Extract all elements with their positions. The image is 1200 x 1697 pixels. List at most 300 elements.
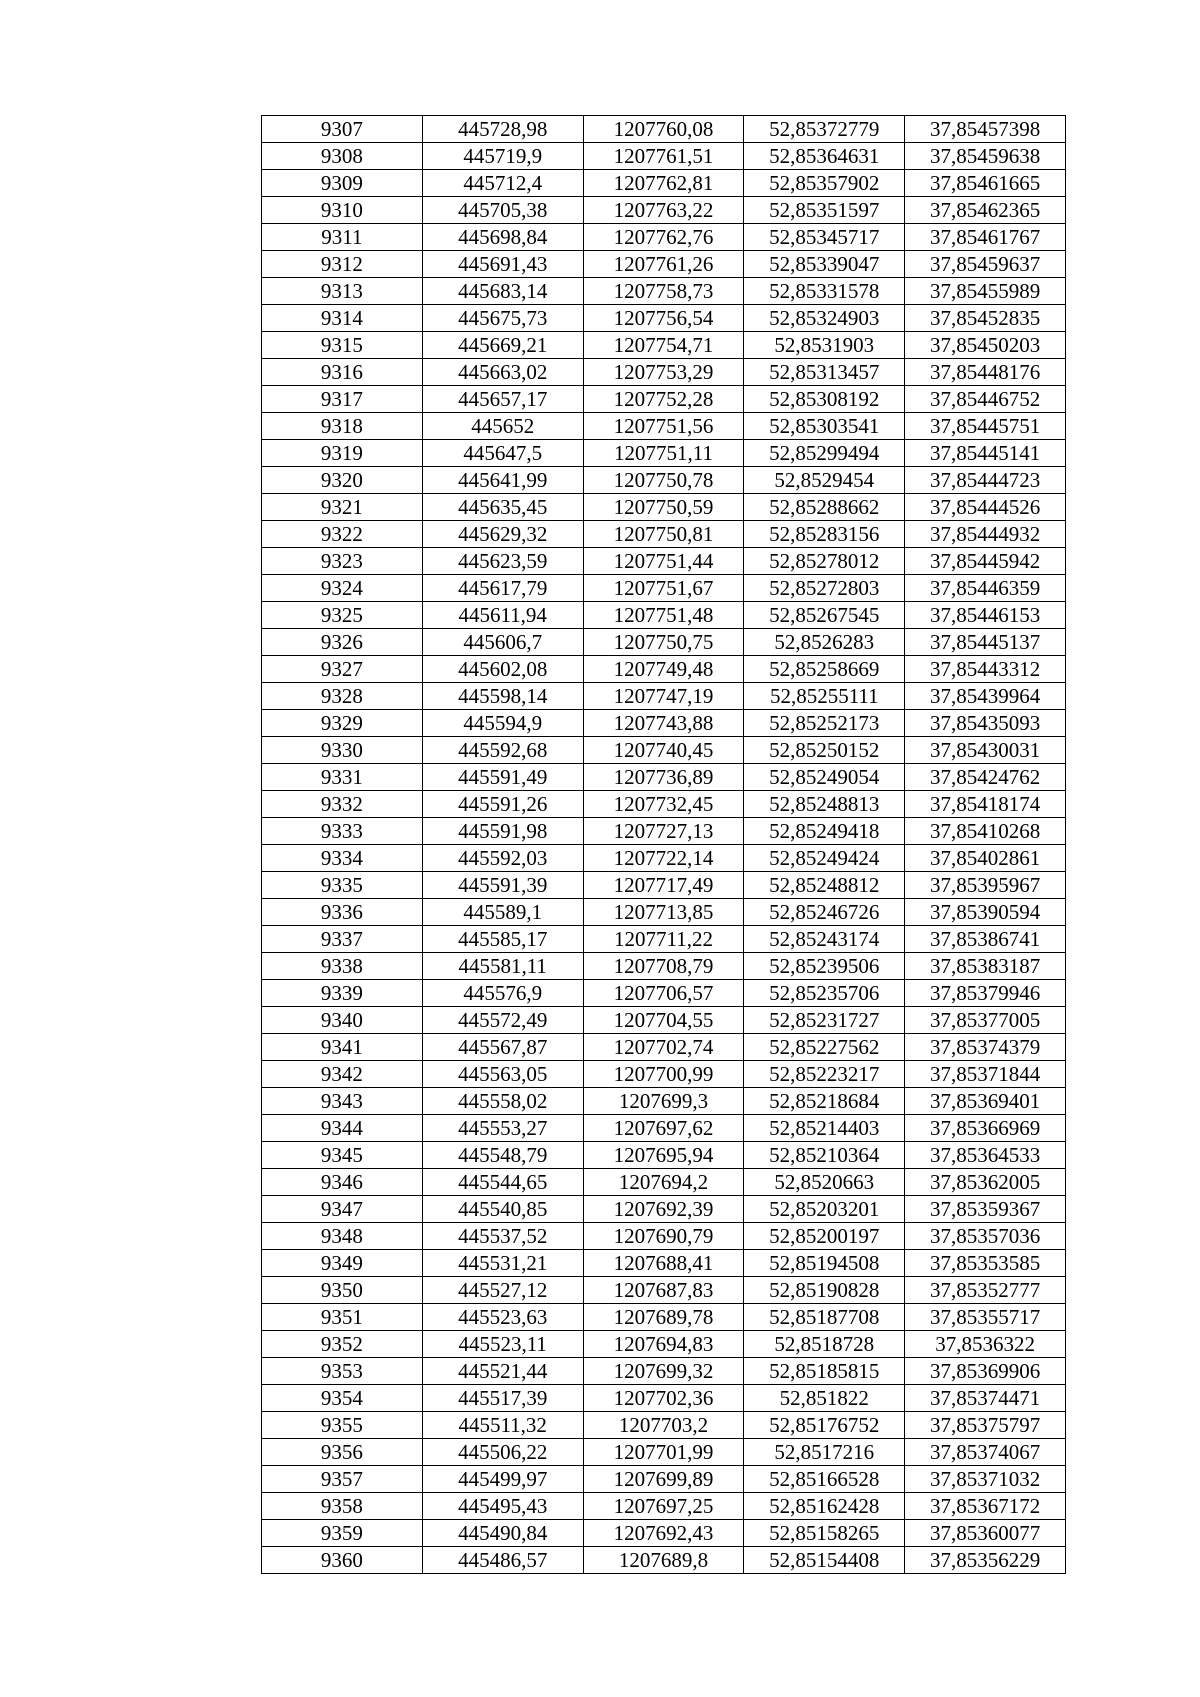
table-cell-x: 445591,98 [422,818,583,845]
table-cell-id: 9318 [262,413,423,440]
table-cell-x: 445511,32 [422,1412,583,1439]
table-cell-lat: 52,85308192 [744,386,905,413]
table-cell-id: 9325 [262,602,423,629]
table-cell-id: 9355 [262,1412,423,1439]
table-cell-y: 1207692,39 [583,1196,744,1223]
table-cell-y: 1207695,94 [583,1142,744,1169]
table-cell-lon: 37,85459638 [905,143,1066,170]
table-cell-lon: 37,85444723 [905,467,1066,494]
table-cell-x: 445553,27 [422,1115,583,1142]
table-cell-y: 1207713,85 [583,899,744,926]
table-cell-lon: 37,85359367 [905,1196,1066,1223]
table-cell-y: 1207750,78 [583,467,744,494]
table-cell-id: 9323 [262,548,423,575]
table-cell-x: 445591,49 [422,764,583,791]
table-row [262,440,1066,467]
table-cell-id: 9316 [262,359,423,386]
table-row [262,1034,1066,1061]
table-cell-id: 9348 [262,1223,423,1250]
table-cell-lon: 37,85374067 [905,1439,1066,1466]
table-cell-id: 9359 [262,1520,423,1547]
table-row [262,737,1066,764]
table-cell-lat: 52,85203201 [744,1196,905,1223]
table-row [262,1547,1066,1574]
table-cell-id: 9343 [262,1088,423,1115]
table-cell-id: 9342 [262,1061,423,1088]
table-cell-x: 445517,39 [422,1385,583,1412]
table-cell-lat: 52,85258669 [744,656,905,683]
table-cell-id: 9358 [262,1493,423,1520]
table-cell-id: 9352 [262,1331,423,1358]
table-cell-lon: 37,85352777 [905,1277,1066,1304]
table-row [262,170,1066,197]
table-cell-x: 445499,97 [422,1466,583,1493]
table-row [262,1088,1066,1115]
table-cell-lon: 37,85439964 [905,683,1066,710]
table-cell-x: 445623,59 [422,548,583,575]
table-row [262,548,1066,575]
table-cell-lat: 52,85190828 [744,1277,905,1304]
table-cell-y: 1207762,76 [583,224,744,251]
table-cell-lon: 37,85377005 [905,1007,1066,1034]
table-cell-lat: 52,85154408 [744,1547,905,1574]
table-cell-id: 9307 [262,116,423,143]
table-cell-lat: 52,85324903 [744,305,905,332]
table-cell-id: 9328 [262,683,423,710]
table-cell-y: 1207702,36 [583,1385,744,1412]
table-cell-x: 445521,44 [422,1358,583,1385]
table-cell-y: 1207760,08 [583,116,744,143]
table-cell-id: 9338 [262,953,423,980]
table-cell-id: 9314 [262,305,423,332]
table-cell-y: 1207740,45 [583,737,744,764]
table-cell-x: 445544,65 [422,1169,583,1196]
table-cell-lat: 52,85214403 [744,1115,905,1142]
table-cell-id: 9309 [262,170,423,197]
table-cell-lat: 52,85255111 [744,683,905,710]
table-cell-id: 9353 [262,1358,423,1385]
table-cell-x: 445591,39 [422,872,583,899]
table-row [262,791,1066,818]
table-cell-x: 445581,11 [422,953,583,980]
table-cell-id: 9313 [262,278,423,305]
table-cell-lat: 52,85248812 [744,872,905,899]
table-cell-lat: 52,85249424 [744,845,905,872]
table-cell-x: 445669,21 [422,332,583,359]
table-cell-lat: 52,85187708 [744,1304,905,1331]
table-row [262,575,1066,602]
table-cell-lat: 52,85345717 [744,224,905,251]
table-cell-x: 445523,63 [422,1304,583,1331]
table-row [262,845,1066,872]
table-cell-id: 9349 [262,1250,423,1277]
table-cell-x: 445531,21 [422,1250,583,1277]
table-cell-x: 445657,17 [422,386,583,413]
table-cell-y: 1207753,29 [583,359,744,386]
table-cell-lon: 37,85374471 [905,1385,1066,1412]
table-row [262,953,1066,980]
table-row [262,656,1066,683]
table-cell-lat: 52,85313457 [744,359,905,386]
table-cell-lat: 52,85243174 [744,926,905,953]
table-cell-lon: 37,85371844 [905,1061,1066,1088]
table-cell-x: 445598,14 [422,683,583,710]
table-cell-x: 445576,9 [422,980,583,1007]
table-cell-lat: 52,85185815 [744,1358,905,1385]
table-cell-y: 1207749,48 [583,656,744,683]
table-cell-lon: 37,85410268 [905,818,1066,845]
table-cell-lat: 52,85250152 [744,737,905,764]
table-cell-id: 9332 [262,791,423,818]
table-row [262,305,1066,332]
table-row [262,332,1066,359]
table-row [262,1142,1066,1169]
table-cell-x: 445606,7 [422,629,583,656]
table-cell-y: 1207694,2 [583,1169,744,1196]
table-cell-y: 1207732,45 [583,791,744,818]
table-cell-id: 9308 [262,143,423,170]
table-cell-y: 1207722,14 [583,845,744,872]
table-cell-lon: 37,85446359 [905,575,1066,602]
table-cell-x: 445641,99 [422,467,583,494]
table-cell-id: 9330 [262,737,423,764]
table-row [262,1466,1066,1493]
table-cell-x: 445572,49 [422,1007,583,1034]
table-cell-y: 1207704,55 [583,1007,744,1034]
table-cell-lat: 52,8520663 [744,1169,905,1196]
table-cell-y: 1207751,48 [583,602,744,629]
table-cell-lon: 37,85369401 [905,1088,1066,1115]
table-cell-x: 445611,94 [422,602,583,629]
table-cell-lon: 37,85362005 [905,1169,1066,1196]
table-cell-lon: 37,85435093 [905,710,1066,737]
table-cell-lon: 37,85457398 [905,116,1066,143]
coordinates-table-body [262,116,1066,1574]
table-cell-lat: 52,85249418 [744,818,905,845]
table-cell-lat: 52,8517216 [744,1439,905,1466]
table-cell-x: 445527,12 [422,1277,583,1304]
table-cell-lat: 52,8531903 [744,332,905,359]
table-cell-x: 445647,5 [422,440,583,467]
table-cell-lat: 52,85235706 [744,980,905,1007]
table-cell-x: 445537,52 [422,1223,583,1250]
table-row [262,926,1066,953]
table-cell-lat: 52,85299494 [744,440,905,467]
table-cell-x: 445705,38 [422,197,583,224]
table-cell-lon: 37,85461767 [905,224,1066,251]
table-row [262,251,1066,278]
table-cell-y: 1207750,59 [583,494,744,521]
table-cell-lon: 37,85445942 [905,548,1066,575]
table-cell-x: 445602,08 [422,656,583,683]
table-cell-x: 445589,1 [422,899,583,926]
table-cell-lon: 37,85443312 [905,656,1066,683]
table-cell-id: 9357 [262,1466,423,1493]
table-cell-id: 9315 [262,332,423,359]
table-cell-lat: 52,85194508 [744,1250,905,1277]
table-cell-y: 1207751,44 [583,548,744,575]
table-cell-y: 1207762,81 [583,170,744,197]
table-cell-x: 445617,79 [422,575,583,602]
table-cell-lat: 52,85176752 [744,1412,905,1439]
table-cell-y: 1207761,51 [583,143,744,170]
table-row [262,1277,1066,1304]
table-row [262,494,1066,521]
table-cell-y: 1207699,3 [583,1088,744,1115]
table-cell-id: 9346 [262,1169,423,1196]
table-cell-id: 9320 [262,467,423,494]
table-row [262,224,1066,251]
table-row [262,1493,1066,1520]
table-cell-lon: 37,85445751 [905,413,1066,440]
table-cell-lon: 37,85445141 [905,440,1066,467]
table-cell-lat: 52,85239506 [744,953,905,980]
table-row [262,1196,1066,1223]
table-cell-y: 1207697,62 [583,1115,744,1142]
table-cell-lon: 37,85367172 [905,1493,1066,1520]
table-cell-lon: 37,85462365 [905,197,1066,224]
table-cell-x: 445698,84 [422,224,583,251]
table-cell-lon: 37,85386741 [905,926,1066,953]
table-cell-lat: 52,85357902 [744,170,905,197]
table-cell-id: 9333 [262,818,423,845]
table-cell-id: 9312 [262,251,423,278]
table-cell-lat: 52,85278012 [744,548,905,575]
table-cell-id: 9331 [262,764,423,791]
table-cell-y: 1207699,89 [583,1466,744,1493]
table-row [262,1439,1066,1466]
table-cell-lon: 37,85459637 [905,251,1066,278]
table-cell-id: 9347 [262,1196,423,1223]
table-cell-id: 9311 [262,224,423,251]
table-row [262,1304,1066,1331]
table-cell-lat: 52,85248813 [744,791,905,818]
table-cell-id: 9324 [262,575,423,602]
table-cell-y: 1207694,83 [583,1331,744,1358]
table-cell-lat: 52,85249054 [744,764,905,791]
table-cell-lat: 52,851822 [744,1385,905,1412]
table-cell-lat: 52,85223217 [744,1061,905,1088]
table-cell-x: 445548,79 [422,1142,583,1169]
table-cell-lat: 52,85288662 [744,494,905,521]
table-cell-lon: 37,85355717 [905,1304,1066,1331]
table-cell-lat: 52,85162428 [744,1493,905,1520]
table-cell-lat: 52,85227562 [744,1034,905,1061]
table-cell-x: 445506,22 [422,1439,583,1466]
table-cell-y: 1207689,78 [583,1304,744,1331]
table-cell-x: 445728,98 [422,116,583,143]
table-cell-lon: 37,85371032 [905,1466,1066,1493]
table-cell-id: 9322 [262,521,423,548]
table-cell-x: 445585,17 [422,926,583,953]
table-cell-lon: 37,85430031 [905,737,1066,764]
table-row [262,818,1066,845]
table-row [262,764,1066,791]
table-cell-x: 445719,9 [422,143,583,170]
table-cell-x: 445563,05 [422,1061,583,1088]
table-cell-id: 9317 [262,386,423,413]
table-row [262,359,1066,386]
table-cell-lon: 37,85369906 [905,1358,1066,1385]
table-cell-lon: 37,85375797 [905,1412,1066,1439]
table-cell-lon: 37,85418174 [905,791,1066,818]
table-cell-x: 445592,03 [422,845,583,872]
table-row [262,899,1066,926]
table-cell-lat: 52,85272803 [744,575,905,602]
table-cell-lat: 52,85218684 [744,1088,905,1115]
table-cell-id: 9334 [262,845,423,872]
table-cell-lon: 37,85379946 [905,980,1066,1007]
table-cell-y: 1207747,19 [583,683,744,710]
table-cell-lat: 52,85158265 [744,1520,905,1547]
table-cell-lon: 37,85455989 [905,278,1066,305]
table-cell-x: 445567,87 [422,1034,583,1061]
table-cell-y: 1207758,73 [583,278,744,305]
table-cell-id: 9341 [262,1034,423,1061]
table-cell-y: 1207701,99 [583,1439,744,1466]
table-cell-lon: 37,85444932 [905,521,1066,548]
table-cell-lon: 37,85450203 [905,332,1066,359]
table-cell-x: 445594,9 [422,710,583,737]
table-cell-lat: 52,85210364 [744,1142,905,1169]
table-cell-x: 445663,02 [422,359,583,386]
table-cell-lat: 52,8529454 [744,467,905,494]
table-cell-id: 9351 [262,1304,423,1331]
table-cell-y: 1207743,88 [583,710,744,737]
table-row [262,1358,1066,1385]
table-cell-x: 445691,43 [422,251,583,278]
table-cell-x: 445675,73 [422,305,583,332]
table-cell-x: 445558,02 [422,1088,583,1115]
table-cell-lon: 37,8536322 [905,1331,1066,1358]
table-cell-lon: 37,85353585 [905,1250,1066,1277]
table-row [262,143,1066,170]
table-cell-lat: 52,85331578 [744,278,905,305]
table-row [262,1412,1066,1439]
table-row [262,872,1066,899]
table-cell-y: 1207700,99 [583,1061,744,1088]
table-cell-lon: 37,85446153 [905,602,1066,629]
table-cell-lon: 37,85360077 [905,1520,1066,1547]
table-cell-lat: 52,85267545 [744,602,905,629]
table-cell-x: 445629,32 [422,521,583,548]
table-cell-lon: 37,85446752 [905,386,1066,413]
table-cell-y: 1207763,22 [583,197,744,224]
table-cell-x: 445592,68 [422,737,583,764]
table-row [262,1250,1066,1277]
table-row [262,197,1066,224]
table-row [262,521,1066,548]
table-cell-id: 9319 [262,440,423,467]
table-cell-id: 9321 [262,494,423,521]
table-row [262,1331,1066,1358]
table-cell-y: 1207692,43 [583,1520,744,1547]
table-cell-lon: 37,85366969 [905,1115,1066,1142]
table-cell-id: 9336 [262,899,423,926]
table-cell-y: 1207752,28 [583,386,744,413]
table-cell-lat: 52,85283156 [744,521,905,548]
table-cell-lat: 52,8526283 [744,629,905,656]
table-cell-y: 1207711,22 [583,926,744,953]
table-cell-y: 1207750,75 [583,629,744,656]
table-cell-lat: 52,85339047 [744,251,905,278]
table-cell-lat: 52,85303541 [744,413,905,440]
table-cell-lat: 52,85372779 [744,116,905,143]
table-cell-lat: 52,85252173 [744,710,905,737]
table-cell-x: 445591,26 [422,791,583,818]
table-cell-x: 445490,84 [422,1520,583,1547]
table-cell-y: 1207699,32 [583,1358,744,1385]
table-row [262,386,1066,413]
table-cell-x: 445652 [422,413,583,440]
table-cell-y: 1207703,2 [583,1412,744,1439]
table-cell-lat: 52,85166528 [744,1466,905,1493]
table-cell-lat: 52,85231727 [744,1007,905,1034]
table-cell-lat: 52,8518728 [744,1331,905,1358]
table-row [262,1007,1066,1034]
table-cell-lat: 52,85364631 [744,143,905,170]
table-row [262,1115,1066,1142]
table-cell-y: 1207702,74 [583,1034,744,1061]
table-cell-y: 1207756,54 [583,305,744,332]
table-cell-y: 1207706,57 [583,980,744,1007]
table-cell-lon: 37,85395967 [905,872,1066,899]
table-row [262,1385,1066,1412]
table-cell-id: 9339 [262,980,423,1007]
table-cell-lon: 37,85356229 [905,1547,1066,1574]
table-row [262,1061,1066,1088]
table-row [262,1169,1066,1196]
table-cell-lon: 37,85445137 [905,629,1066,656]
table-cell-lon: 37,85374379 [905,1034,1066,1061]
table-cell-y: 1207727,13 [583,818,744,845]
table-cell-id: 9337 [262,926,423,953]
table-cell-id: 9356 [262,1439,423,1466]
table-cell-lon: 37,85424762 [905,764,1066,791]
table-cell-y: 1207736,89 [583,764,744,791]
table-cell-x: 445540,85 [422,1196,583,1223]
table-row [262,980,1066,1007]
table-cell-lon: 37,85448176 [905,359,1066,386]
table-cell-id: 9326 [262,629,423,656]
table-cell-lon: 37,85383187 [905,953,1066,980]
table-row [262,1520,1066,1547]
table-cell-lon: 37,85390594 [905,899,1066,926]
table-cell-lat: 52,85200197 [744,1223,905,1250]
coordinates-table [261,115,1066,1574]
table-cell-id: 9344 [262,1115,423,1142]
table-row [262,1223,1066,1250]
table-cell-lon: 37,85452835 [905,305,1066,332]
table-cell-lon: 37,85461665 [905,170,1066,197]
table-row [262,602,1066,629]
table-cell-y: 1207751,11 [583,440,744,467]
table-cell-id: 9354 [262,1385,423,1412]
table-cell-lon: 37,85357036 [905,1223,1066,1250]
table-row [262,629,1066,656]
table-cell-lon: 37,85364533 [905,1142,1066,1169]
table-row [262,683,1066,710]
table-cell-y: 1207689,8 [583,1547,744,1574]
table-cell-y: 1207751,67 [583,575,744,602]
table-cell-y: 1207761,26 [583,251,744,278]
table-cell-id: 9335 [262,872,423,899]
table-cell-y: 1207688,41 [583,1250,744,1277]
table-cell-x: 445635,45 [422,494,583,521]
table-cell-y: 1207754,71 [583,332,744,359]
table-cell-id: 9340 [262,1007,423,1034]
table-cell-y: 1207717,49 [583,872,744,899]
